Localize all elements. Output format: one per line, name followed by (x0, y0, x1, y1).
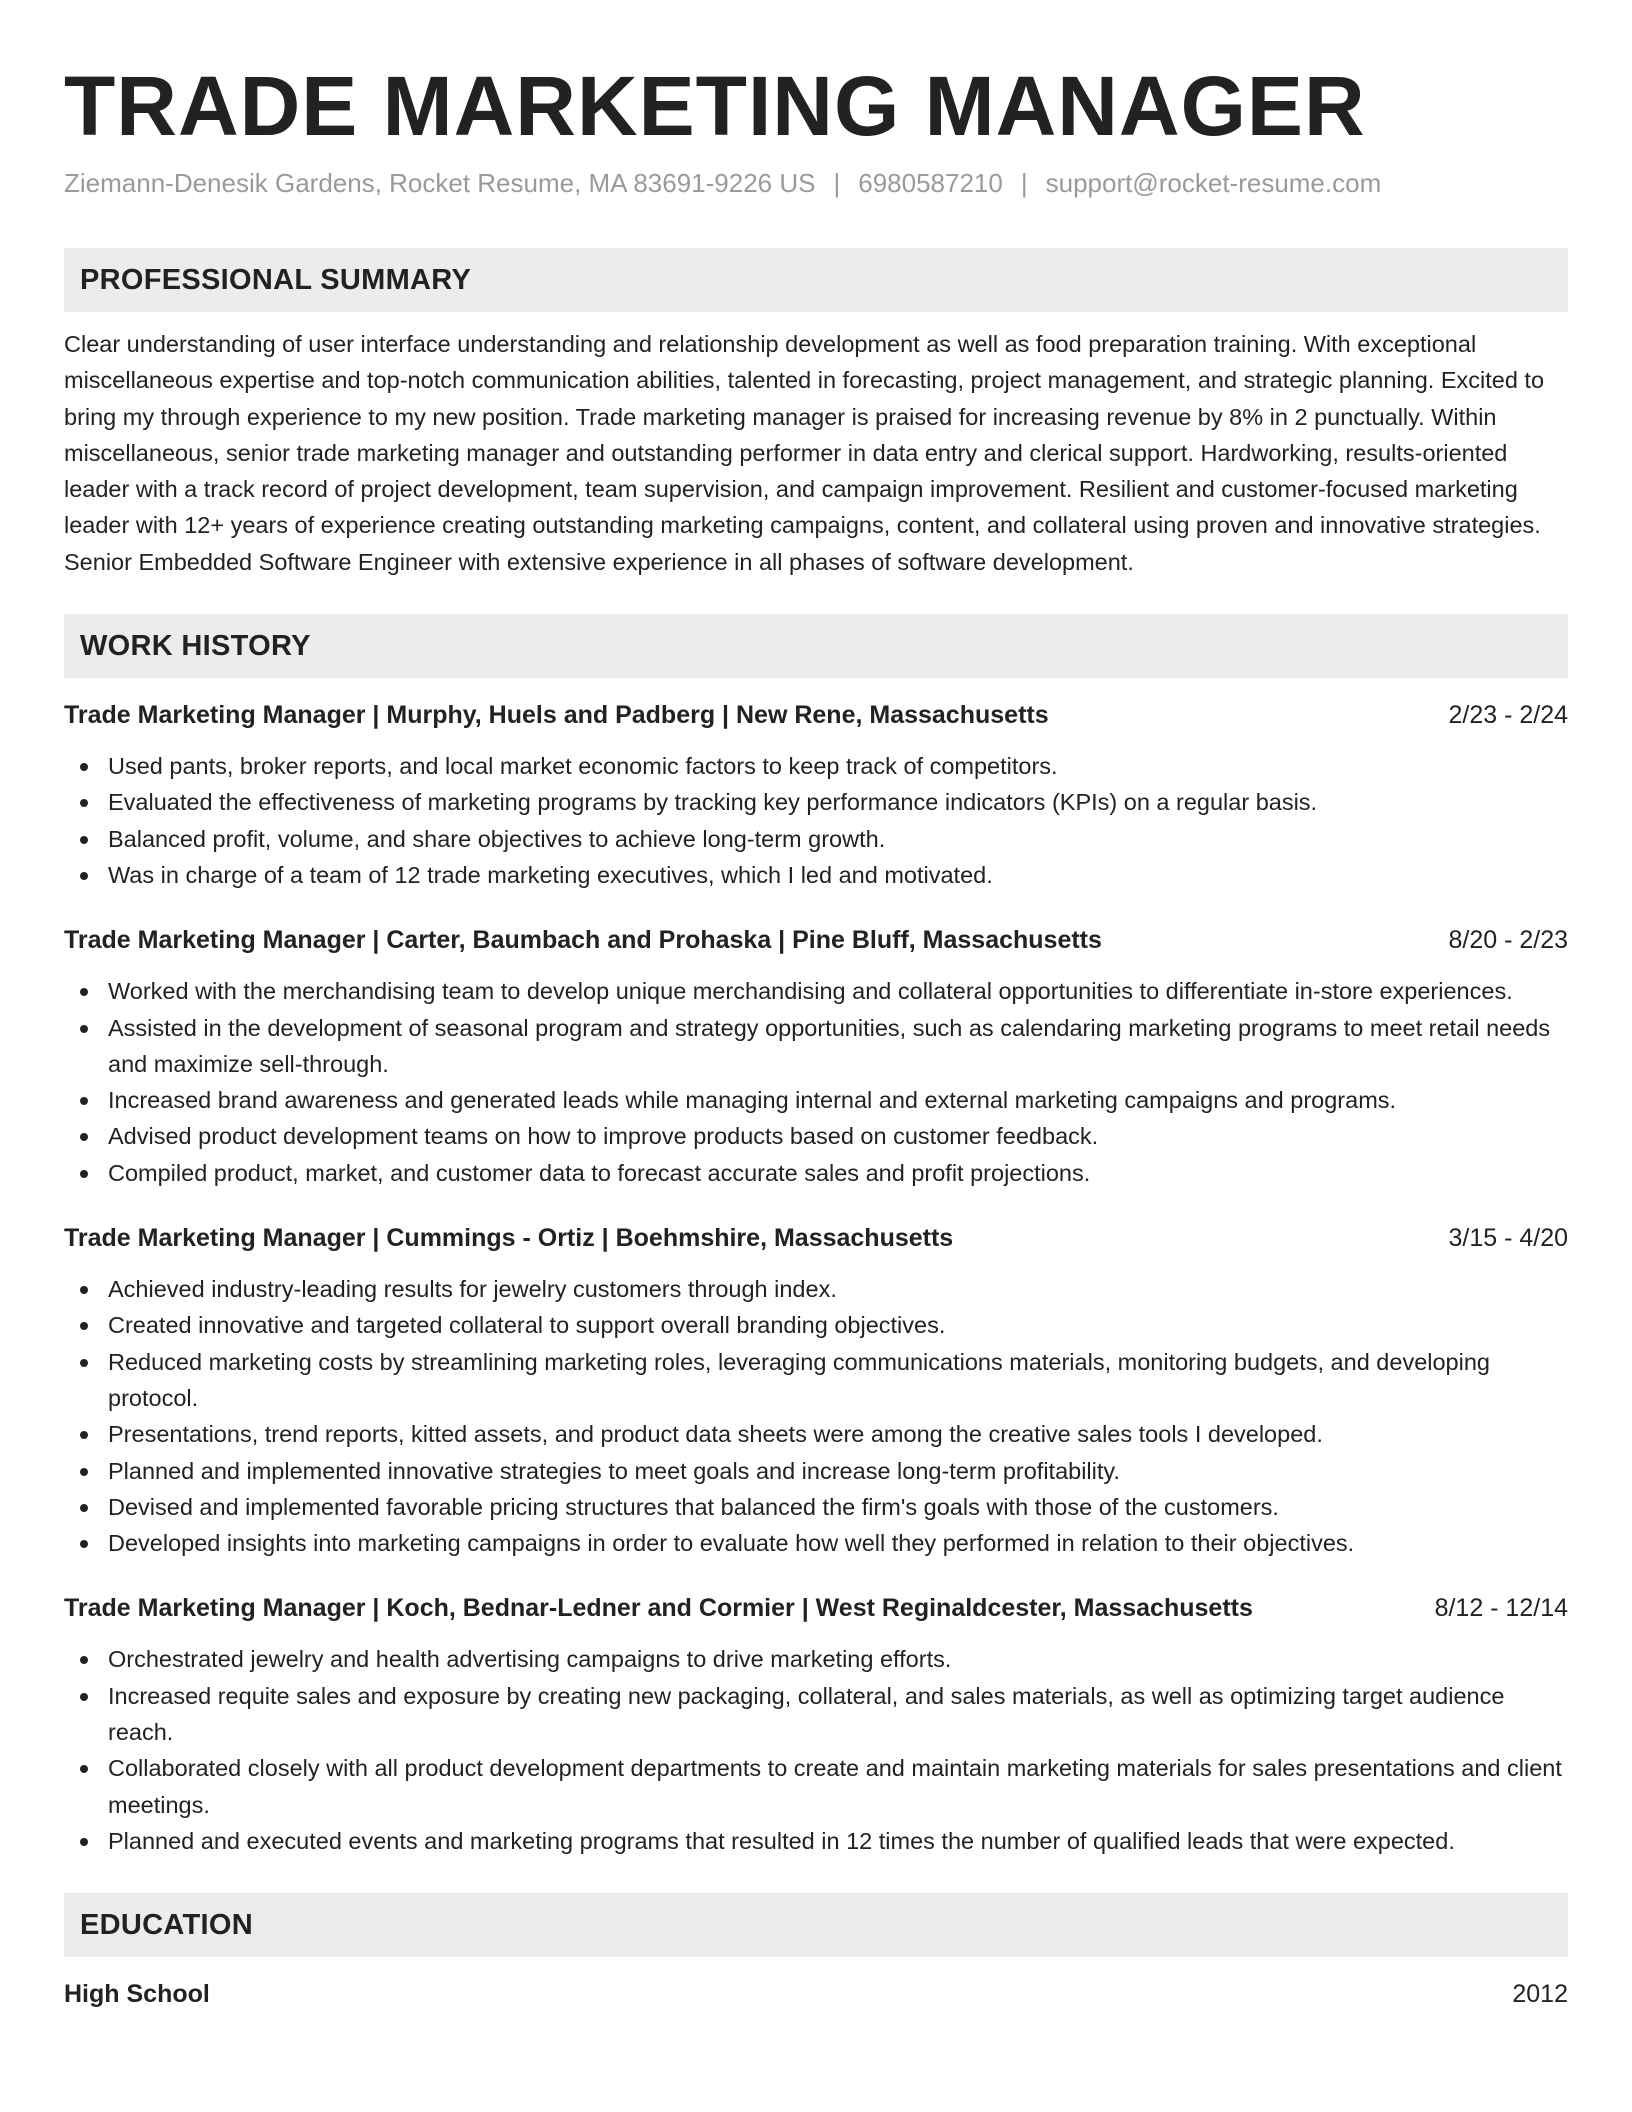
job-title: Trade Marketing Manager | Koch, Bednar-Ledner and Cormier | West Reginaldcester, Massachusetts (64, 1594, 1253, 1623)
contact-line (64, 166, 1568, 200)
section-header-work-history: WORK HISTORY (64, 614, 1568, 678)
resume-name: TRADE MARKETING MANAGER (64, 59, 1366, 153)
job-title: Trade Marketing Manager | Murphy, Huels and Padberg | New Rene, Massachusetts (64, 701, 1049, 730)
job-bullet: Advised product development teams on how to improve products based on customer feedback. (64, 1118, 1568, 1154)
contact-email: support@rocket-resume.com (1045, 168, 1382, 198)
job-dates: 8/20 - 2/23 (1448, 926, 1568, 955)
job-dates: 8/12 - 12/14 (1434, 1594, 1568, 1623)
job-bullet: Used pants, broker reports, and local market economic factors to keep track of competitors. (64, 748, 1568, 784)
job-title: Trade Marketing Manager | Cummings - Ortiz | Boehmshire, Massachusetts (64, 1224, 954, 1253)
job-dates: 2/23 - 2/24 (1448, 701, 1568, 730)
job-bullet: Worked with the merchandising team to develop unique merchandising and collateral opportunities to differentiate in-store experiences. (64, 973, 1568, 1009)
job-bullet: Reduced marketing costs by streamlining marketing roles, leveraging communications materials, monitoring budgets, and developing protocol. (64, 1344, 1568, 1417)
job-bullet: Balanced profit, volume, and share objectives to achieve long-term growth. (64, 821, 1568, 857)
job-bullet: Orchestrated jewelry and health advertising campaigns to drive marketing efforts. (64, 1641, 1568, 1677)
education-year: 2012 (1512, 1980, 1568, 2009)
job-bullet: Assisted in the development of seasonal program and strategy opportunities, such as calendaring marketing programs to meet retail needs and maximize sell-through. (64, 1010, 1568, 1083)
job-bullet: Devised and implemented favorable pricing structures that balanced the firm's goals with those of the customers. (64, 1489, 1568, 1525)
job-bullets (64, 1641, 1568, 1859)
job-bullet: Collaborated closely with all product development departments to create and maintain marketing materials for sales presentations and client meetings. (64, 1750, 1568, 1823)
job-bullet: Created innovative and targeted collateral to support overall branding objectives. (64, 1307, 1568, 1343)
job-bullet: Compiled product, market, and customer data to forecast accurate sales and profit projections. (64, 1155, 1568, 1191)
education-title: High School (64, 1980, 210, 2009)
job-entry (64, 1591, 1568, 1859)
job-bullet: Planned and executed events and marketing programs that resulted in 12 times the number of qualified leads that were expected. (64, 1823, 1568, 1859)
contact-separator: | (833, 168, 841, 198)
job-entry (64, 923, 1568, 1191)
job-bullets (64, 973, 1568, 1191)
section-header-education: EDUCATION (64, 1893, 1568, 1957)
job-entry (64, 698, 1568, 893)
summary-text: Clear understanding of user interface understanding and relationship development as well as food preparation training. With exceptional miscellaneous expertise and top-notch communication abilities, talented in forecasting, project management, and strategic planning. Excited to bring my through experience to my new position. Trade marketing manager is praised for increasing revenue by 8% in 2 punctually. Within miscellaneous, senior trade marketing manager and outstanding performer in data entry and clerical support. Hardworking, results-oriented leader with a track record of project development, team supervision, and campaign improvement. Resilient and customer-focused marketing leader with 12+ years of experience creating outstanding marketing campaigns, content, and collateral using proven and innovative strategies. Senior Embedded Software Engineer with extensive experience in all phases of software development. (64, 331, 1545, 575)
contact-address: Ziemann-Denesik Gardens, Rocket Resume, MA 83691-9226 US (64, 168, 816, 198)
job-bullets (64, 1271, 1568, 1561)
work-history-list (64, 698, 1568, 1859)
contact-separator: | (1020, 168, 1028, 198)
section-header-summary: PROFESSIONAL SUMMARY (64, 248, 1568, 312)
education-entry (64, 1977, 1568, 2011)
job-bullet: Evaluated the effectiveness of marketing programs by tracking key performance indicators (KPIs) on a regular basis. (64, 784, 1568, 820)
job-header (64, 1221, 1568, 1255)
job-bullet: Developed insights into marketing campaigns in order to evaluate how well they performed in relation to their objectives. (64, 1525, 1568, 1561)
job-bullet: Presentations, trend reports, kitted assets, and product data sheets were among the creative sales tools I developed. (64, 1416, 1568, 1452)
job-header (64, 923, 1568, 957)
job-bullet: Increased requite sales and exposure by creating new packaging, collateral, and sales materials, as well as optimizing target audience reach. (64, 1678, 1568, 1751)
job-header (64, 698, 1568, 732)
job-bullet: Was in charge of a team of 12 trade marketing executives, which I led and motivated. (64, 857, 1568, 893)
job-bullets (64, 748, 1568, 893)
job-bullet: Achieved industry-leading results for jewelry customers through index. (64, 1271, 1568, 1307)
job-bullet: Increased brand awareness and generated leads while managing internal and external marketing campaigns and programs. (64, 1082, 1568, 1118)
job-dates: 3/15 - 4/20 (1448, 1224, 1568, 1253)
job-bullet: Planned and implemented innovative strategies to meet goals and increase long-term profitability. (64, 1453, 1568, 1489)
contact-phone: 6980587210 (858, 168, 1003, 198)
job-entry (64, 1221, 1568, 1561)
job-header (64, 1591, 1568, 1625)
job-title: Trade Marketing Manager | Carter, Baumbach and Prohaska | Pine Bluff, Massachusetts (64, 926, 1102, 955)
